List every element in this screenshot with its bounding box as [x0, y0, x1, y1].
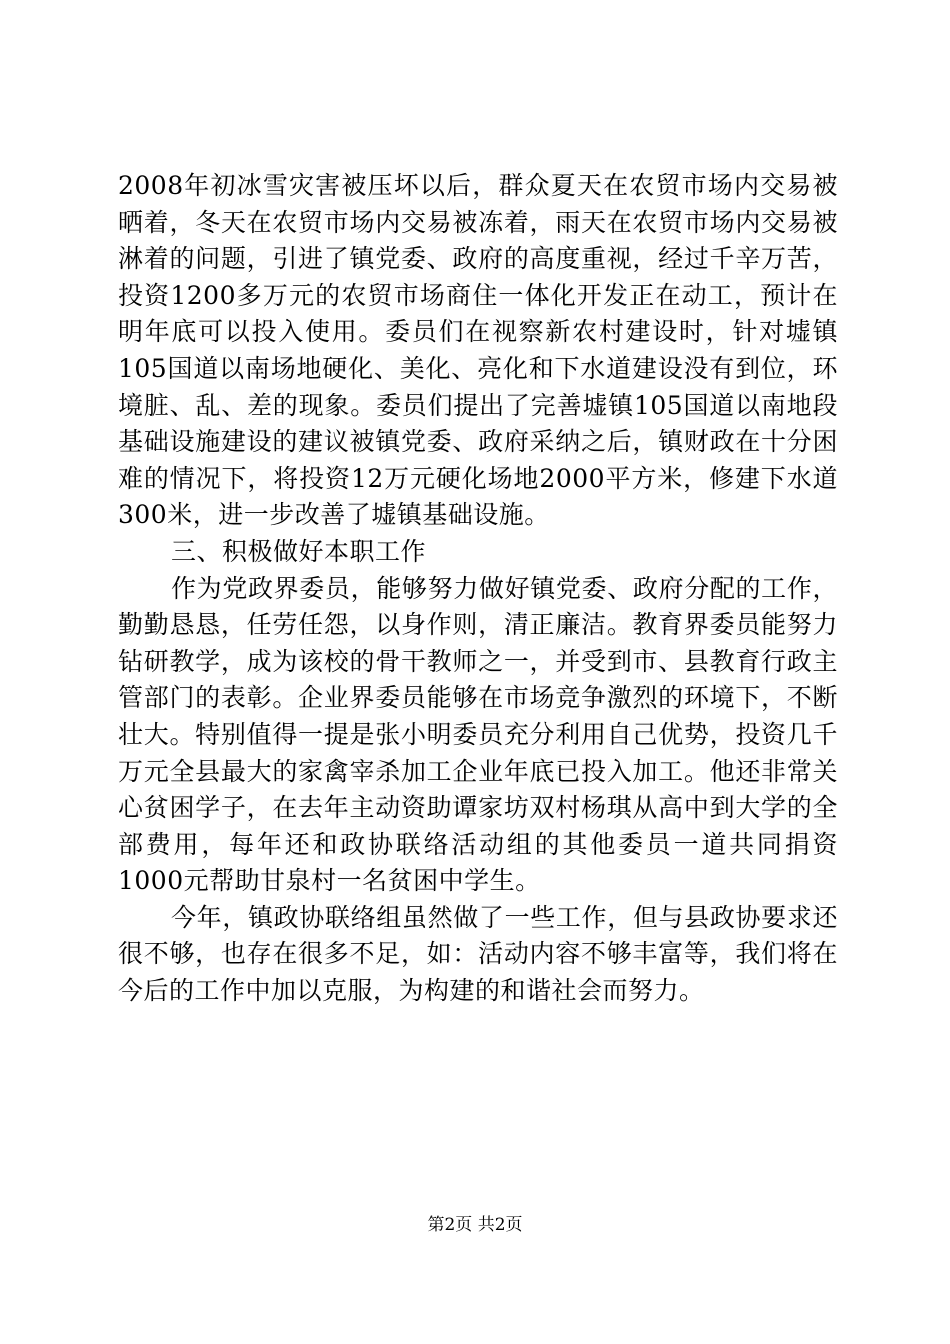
paragraph-conclusion: 今年，镇政协联络组虽然做了一些工作，但与县政协要求还很不够，也存在很多不足，如：活动内容不够丰富等，我们将在今后的工作中加以克服，为构建的和谐社会而努力。: [118, 902, 838, 1006]
page-number-label: 第2页 共2页: [427, 1215, 523, 1235]
paragraph-own-duties: 作为党政界委员，能够努力做好镇党委、政府分配的工作，勤勤恳恳，任劳任怨，以身作则，清正廉洁。教育界委员能努力钻研教学，成为该校的骨干教师之一，并受到市、县教育行政主管部门的表彰。企业界委员能够在市场竞争激烈的环境下，不断壮大。特别值得一提是张小明委员充分利用自己优势，投资几千万元全县最大的家禽宰杀加工企业年底已投入加工。他还非常关心贫困学子，在去年主动资助谭家坊双村杨琪从高中到大学的全部费用，每年还和政协联络活动组的其他委员一道共同捐资1000元帮助甘泉村一名贫困中学生。: [118, 573, 838, 896]
paragraph-continuation: 2008年初冰雪灾害被压坏以后，群众夏天在农贸市场内交易被晒着，冬天在农贸市场内交易被冻着，雨天在农贸市场内交易被淋着的问题，引进了镇党委、政府的高度重视，经过千辛万苦，投资1200多万元的农贸市场商住一体化开发正在动工，预计在明年底可以投入使用。委员们在视察新农村建设时，针对墟镇105国道以南场地硬化、美化、亮化和下水道建设没有到位，环境脏、乱、差的现象。委员们提出了完善墟镇105国道以南地段基础设施建设的建议被镇党委、政府采纳之后，镇财政在十分困难的情况下，将投资12万元硬化场地2000平方米，修建下水道300米，进一步改善了墟镇基础设施。: [118, 171, 838, 530]
section-heading: 三、积极做好本职工作: [171, 536, 427, 566]
page-footer: [0, 1213, 950, 1237]
document-body: [118, 168, 838, 1010]
